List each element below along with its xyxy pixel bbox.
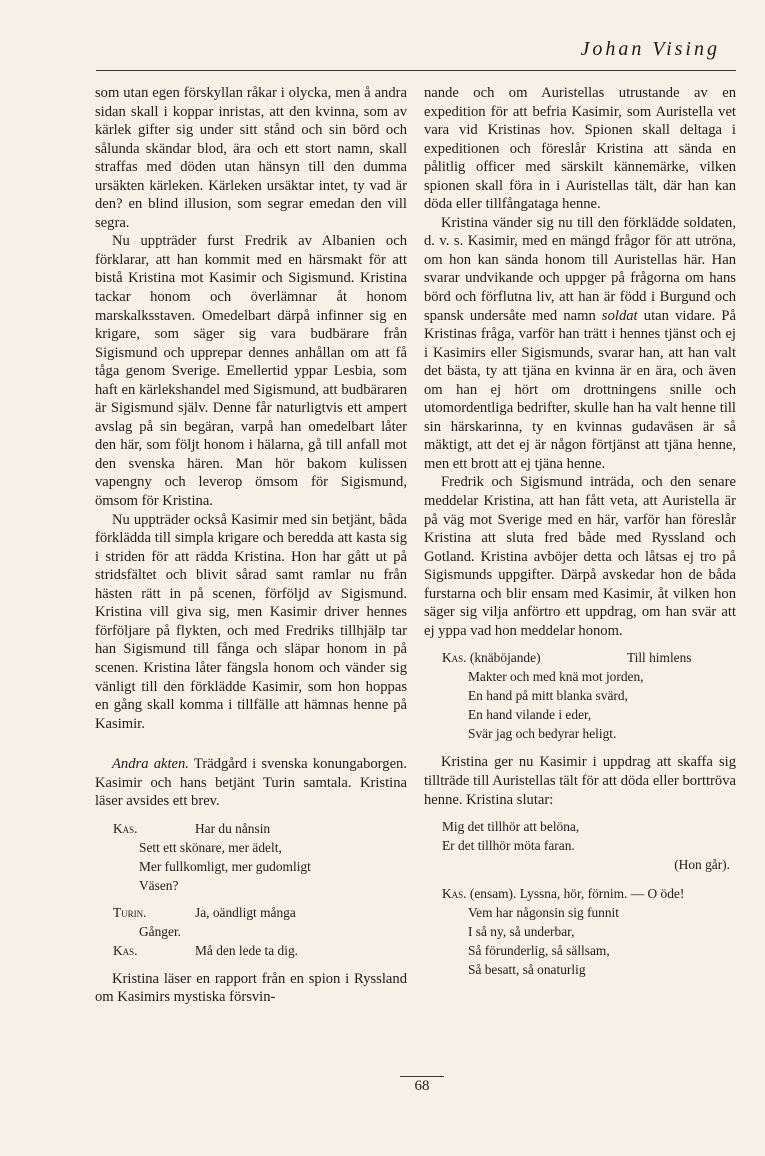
verse-line: Så besatt, så onaturlig	[468, 962, 586, 978]
verse-text: Till himlens	[626, 650, 692, 666]
verse-line: I så ny, så underbar,	[468, 924, 575, 940]
speaker-name: Kas.	[113, 820, 138, 836]
paragraph-text: utan vidare. På Kristinas fråga, varför han trätt i hennes tjänst och ej i Kasimirs eller Sigismunds, svarar han, att han valt det bästa, ty att tjäna en kvinna är en ära, och även om han ej hört om drottningens snille och utomordentliga bedrifter, skulle han ha valt henne till sin härskarinna, ty en kvinnas gudaväsen är så mäktigt, att det ej är någon förtjänst att tjäna henne, men ett brott att ej tjäna henne.	[424, 307, 736, 472]
act-title: Andra akten.	[112, 756, 189, 773]
paragraph-text: Kristina vänder sig nu till den förklädde soldaten, d. v. s. Kasimir, med en mängd frågor för att utröna, om hon kan sända honom till Auristellas här. Han svarar undvikande och uppger på frågorna om hans börd och förflutna liv, att han är född i Burgund och spansk undersåte med namn	[424, 214, 736, 324]
right-column	[424, 84, 736, 989]
paragraph: Kristina ger nu Kasimir i uppdrag att skaffa sig tillträde till Auristellas tält för att döda eller borttröva henne. Kristina slutar:	[424, 754, 736, 808]
stage-direction: (Hon går).	[674, 857, 730, 873]
monologue-verse	[442, 884, 736, 979]
header-rule	[96, 70, 736, 71]
page-number: 68	[400, 1076, 444, 1095]
verse-text: (ensam). Lyssna, hör, förnim. — O öde!	[469, 886, 685, 902]
speaker-name: Kas.	[113, 942, 138, 958]
verse-line: Sett ett skönare, mer ädelt,	[139, 839, 282, 855]
verse-line: Makter och med knä mot jorden,	[468, 669, 644, 685]
paragraph: Fredrik och Sigismund inträda, och den senare meddelar Kristina, att han fått veta, att Auristella är på väg mot Sverige med en här, varför han föreslår Kristina att sluta fred både med Ryssland och Gotland. Kristina avböjer detta och låtsas ej tro på Sigismunds uppgifter. Därpå avskedar hon de båda furstarna och blir ensam med Kasimir, åt vilken hon säger sig vilja anförtro ett uppdrag, om han svär att ej yppa vad hon meddelar honom.	[424, 474, 736, 639]
speaker-name: Kas.	[442, 650, 467, 666]
verse-line	[113, 903, 407, 922]
verse-line	[442, 884, 736, 903]
paragraph: nande och om Auristellas utrustande av en expedition för att befria Kasimir, som Auristella vet vara vid Kristinas hov. Spionen skall deltaga i expeditionen och föreslår Kristina att sända en pålitlig officer med särskilt kännemärke, vilken spionen skall föra in i Auristellas tält, där han kan döda eller tillfångataga henne.	[424, 85, 736, 213]
speaker-name: Kas.	[442, 886, 467, 902]
verse-text: Har du nånsin	[195, 820, 271, 836]
verse-line: Er det tillhör möta faran.	[442, 838, 575, 854]
stage-direction: (knäböjande)	[469, 650, 541, 666]
verse-line: Gånger.	[139, 923, 182, 939]
verse-text: Må den lede ta dig.	[195, 942, 298, 958]
verse-line: En hand vilande i eder,	[468, 707, 592, 723]
paragraph: Nu uppträder furst Fredrik av Albanien och förklarar, att han kommit med en härsmakt för att bistå Kristina mot Kasimir och Sigismund. Kristina tackar honom och överlämnar åt honom marskalksstaven. Omedelbart därpå infinner sig en krigare, som säger sig vara budbärare från Sigismund och upprepar dennes anhållan om att få tåga genom Sverige. Emellertid yppar Lesbia, som haft en kärlekshandel med Sigismund, att budbäraren är Sigismund själv. Denne får naturligtvis ett ampert avslag på sin begäran, varpå han omedelbart låter den här, som följt honom i hälarna, gå till anfall mot den svenska hären. Man hör bakom kulissen vapengny och leverop ömsom för Sigismund, ömsom för Kristina.	[95, 233, 407, 510]
verse-line: Mer fullkomligt, mer gudomligt	[139, 858, 311, 874]
paragraph	[424, 214, 736, 474]
act-description: Trädgård i svenska konungaborgen. Kasimir och hans betjänt Turin samtala. Kristina läser avsides ett brev.	[95, 756, 407, 810]
paragraph: som utan egen förskyllan råkar i olycka, men å andra sidan skall i koppar inristas, att den kvinna, som av kärlek gifter sig under sitt stånd och sin börd och sålunda skändar blod, ära och ett stort namn, skall straffas med döden utan hänsyn till den dumma ursäkten kärleken. Kärleken ursäktar intet, ty vad är den? en blind illusion, som segrar emedan den vill segra.	[95, 85, 407, 231]
verse-line: Väsen?	[139, 877, 179, 893]
act-heading-paragraph	[95, 755, 407, 811]
verse-line	[442, 648, 736, 667]
verse-line: Mig det tillhör att belöna,	[442, 819, 580, 835]
verse-line: Svär jag och bedyrar heligt.	[468, 726, 617, 742]
left-column	[95, 84, 407, 1007]
emphasized-name: soldat	[601, 307, 638, 324]
verse-line	[113, 819, 407, 838]
paragraph: Nu uppträder också Kasimir med sin betjänt, båda förklädda till simpla krigare och beredda att kasta sig i striden för att rädda Kristina. Hon har gått ut på stridsfältet och blivit sårad samt ramlar nu från hästen rätt in på scenen, förföljd av Sigismund. Kristina vill giva sig, men Kasimir driver hennes förföljare på flykten, och med Fredriks tillhjälp tar han Sigismund till fånga och släpar honom in på scenen. Kristina låter fängsla honom och vänder sig vänligt till den förklädde Kasimir, som hon hoppas en gång skall komma i tillfälle att hämnas henne på Kasimir.	[95, 511, 407, 732]
running-header: Johan Vising	[580, 38, 720, 60]
closing-verse	[442, 817, 736, 874]
paragraph: Kristina läser en rapport från en spion i Ryssland om Kasimirs mystiska försvin-	[95, 970, 407, 1006]
speaker-name: Turin.	[113, 904, 147, 920]
verse-line: En hand på mitt blanka svärd,	[468, 688, 628, 704]
verse-line	[113, 941, 407, 960]
verse-line: Vem har någonsin sig funnit	[468, 905, 619, 921]
oath-verse	[442, 648, 736, 743]
dialogue-verse	[113, 819, 407, 960]
verse-text: Ja, oändligt många	[195, 904, 296, 920]
verse-line: Så förunderlig, så sällsam,	[468, 943, 610, 959]
